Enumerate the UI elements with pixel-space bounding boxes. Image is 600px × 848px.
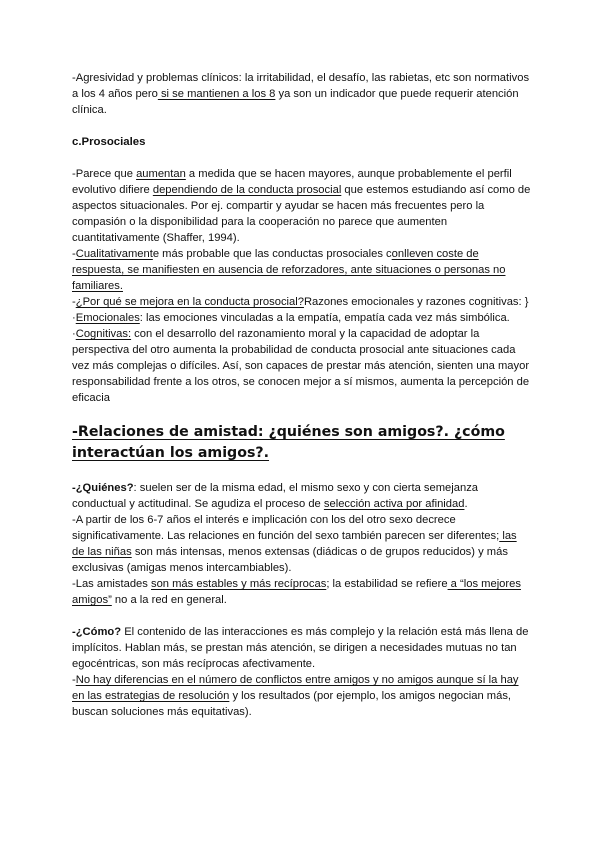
text-run: . — [464, 498, 468, 510]
text-run: Razones emocionales y razones cognitivas: } — [303, 296, 529, 308]
prosociales-paragraph-2 — [72, 246, 532, 294]
text-run: -Parece que — [72, 168, 137, 180]
prosociales-paragraph-4 — [72, 310, 532, 326]
text-run: ; la estabilidad se refiere — [326, 578, 448, 590]
text-run: ya son un indicador que puede requerir atención clínica. — [72, 88, 519, 116]
agresividad-paragraph — [72, 70, 532, 118]
prosociales-paragraph-1 — [72, 166, 532, 246]
text-run: : las emociones vinculadas a la empatía, empatía cada vez más simbólica. — [139, 312, 510, 324]
text-run: -A partir de los 6-7 años el interés e implicación con los del otro sexo decrece significativamente. Las relaciones en función del sexo también parecen ser diferentes; — [72, 514, 500, 542]
underlined-text: aumentan — [136, 168, 186, 180]
amistad-heading: -Relaciones de amistad: ¿quiénes son amigos?. ¿cómo interactúan los amigos?. — [72, 424, 505, 461]
underlined-text: ¿Por qué se mejora en la conducta prosocial? — [75, 296, 304, 308]
text-run: y los resultados (por ejemplo, los amigos negocian más, buscan soluciones más equitativas). — [72, 690, 512, 718]
amistad-como-paragraph — [72, 624, 532, 672]
underlined-text: a “los mejores amigos” — [72, 578, 521, 606]
amistad-quienes-paragraph-2 — [72, 512, 532, 576]
amistad-como-paragraph-2 — [72, 672, 532, 720]
prosociales-paragraph-3 — [72, 294, 532, 310]
text-run: -Agresividad y problemas clínicos: la irritabilidad, el desafío, las rabietas, etc son normativos a los 4 años pero — [72, 72, 530, 100]
text-run: · — [72, 312, 76, 324]
underlined-text: Cognitivas: — [75, 328, 132, 340]
underlined-text: Cualitativament — [75, 248, 153, 260]
text-run: -Las amistades — [72, 578, 151, 590]
text-run: - — [72, 248, 76, 260]
underlined-text: las de las niñas — [72, 530, 517, 558]
text-run: no a la red en general. — [111, 594, 227, 606]
prosociales-heading: c.Prosociales — [72, 136, 146, 148]
underlined-text: si se mantienen a los 8 — [157, 88, 276, 100]
underlined-text: No hay diferencias en el número de conflictos entre amigos y no amigos aunque sí la hay en las estrategias de resolución — [72, 674, 519, 702]
text-run: - — [72, 296, 76, 308]
text-run: El contenido de las interacciones es más complejo y la relación está más llena de implícitos. Hablan más, se prestan más atención, se dirigen a necesidades mutuas no tan egocéntricas, son más recíprocas afectivamente. — [72, 626, 529, 670]
amistad-quienes-paragraph — [72, 480, 532, 512]
underlined-text: son más estables y más recíprocas — [150, 578, 327, 590]
text-run: · — [72, 328, 76, 340]
text-run: que estemos estudiando así como de aspectos situacionales. Por ej. compartir y ayudar se hacen más frecuentes pero la compasión o la disponibilidad para la cooperación no parece que aumenten cuantitativamente (Shaffer, 1994). — [72, 184, 531, 244]
text-run: a medida que se hacen mayores, aunque probablemente el perfil evolutivo difiere — [72, 168, 512, 196]
underlined-text: onlleven coste de respuesta, se manifiesten en ausencia de reforzadores, ante situaciones o personas no familiares. — [72, 248, 506, 292]
bold-text: -¿Quiénes? — [72, 482, 134, 494]
underlined-text: selección activa por afinidad — [323, 498, 465, 510]
document-page — [72, 70, 532, 720]
bold-text: -¿Cómo? — [72, 626, 122, 638]
text-run: - — [72, 674, 76, 686]
underlined-text: Emocionales — [75, 312, 140, 324]
text-run: son más intensas, menos extensas (diádicas o de grupos reducidos) y más exclusivas (amigas menos intercambiables). — [72, 546, 508, 574]
text-run: e más probable que las conductas prosociales c — [152, 248, 392, 260]
text-run: : suelen ser de la misma edad, el mismo sexo y con cierta semejanza conductual y actitudinal. Se agudiza el proceso de — [72, 482, 479, 510]
text-run: con el desarrollo del razonamiento moral y la capacidad de adoptar la perspectiva del otro aumenta la probabilidad de conducta prosocial ante situaciones cada vez más complejas o difíciles. Así, son capaces de prestar más atención, sienten una mayor responsabilidad frente a los otros, se conocen mejor a sí mismos, aumenta la percepción de eficacia — [72, 328, 530, 404]
underlined-text: dependiendo de la conducta prosocial — [152, 184, 342, 196]
amistad-quienes-paragraph-3 — [72, 576, 532, 608]
prosociales-paragraph-5 — [72, 326, 532, 406]
